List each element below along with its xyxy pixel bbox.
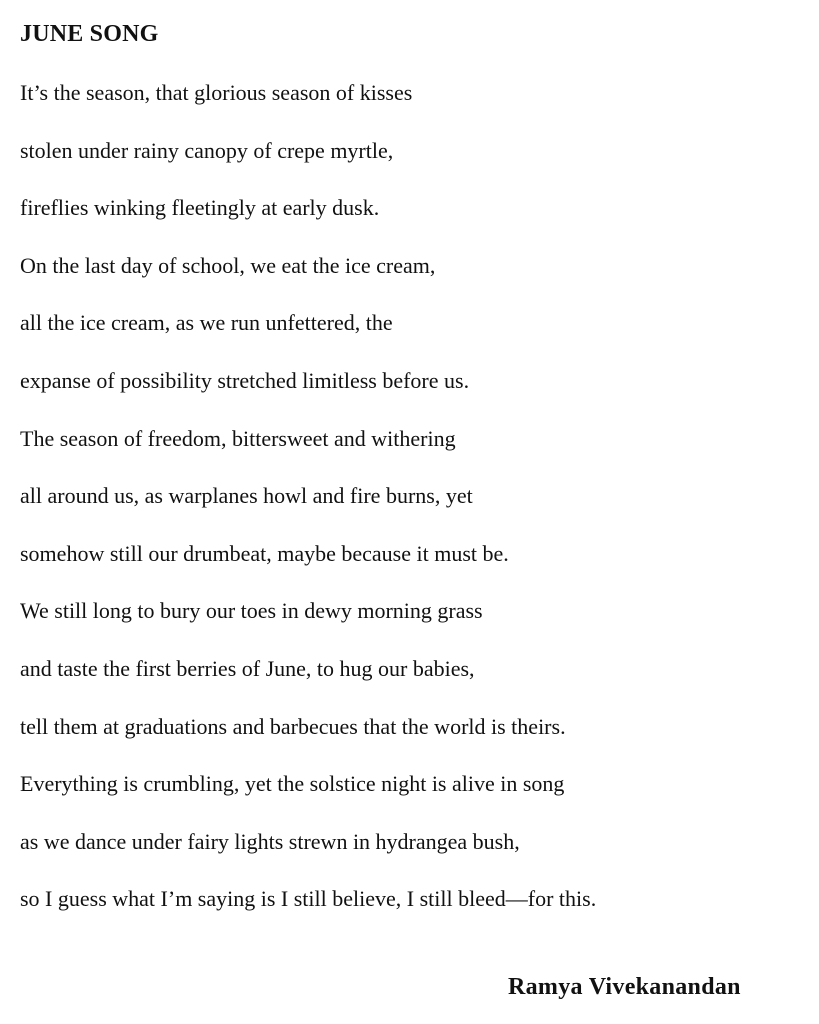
poem-body [20, 79, 596, 943]
poem-line: expanse of possibility stretched limitless before us. [20, 367, 470, 393]
poem-line: stolen under rainy canopy of crepe myrtle, [20, 137, 394, 163]
poem-line: Everything is crumbling, yet the solstice night is alive in song [20, 771, 565, 797]
poem-line: On the last day of school, we eat the ice cream, [20, 252, 436, 278]
poem-line: fireflies winking fleetingly at early dusk. [20, 195, 380, 221]
poem-line: all around us, as warplanes howl and fire burns, yet [20, 483, 473, 509]
poem-title: JUNE SONG [20, 21, 159, 47]
poem-line: and taste the first berries of June, to hug our babies, [20, 655, 475, 681]
poem-line: tell them at graduations and barbecues that the world is theirs. [20, 713, 566, 739]
poem-line: all the ice cream, as we run unfettered, the [20, 310, 393, 336]
poem-line: It’s the season, that glorious season of kisses [20, 80, 413, 105]
author-name: Ramya Vivekanandan [508, 974, 741, 1000]
poem-line: The season of freedom, bittersweet and withering [20, 425, 456, 451]
poem-line: as we dance under fairy lights strewn in hydrangea bush, [20, 828, 520, 854]
poem-line: somehow still our drumbeat, maybe because it must be. [20, 540, 509, 566]
poem-line: We still long to bury our toes in dewy morning grass [20, 598, 483, 624]
poem-line: so I guess what I’m saying is I still believe, I still bleed—for this. [20, 886, 597, 912]
